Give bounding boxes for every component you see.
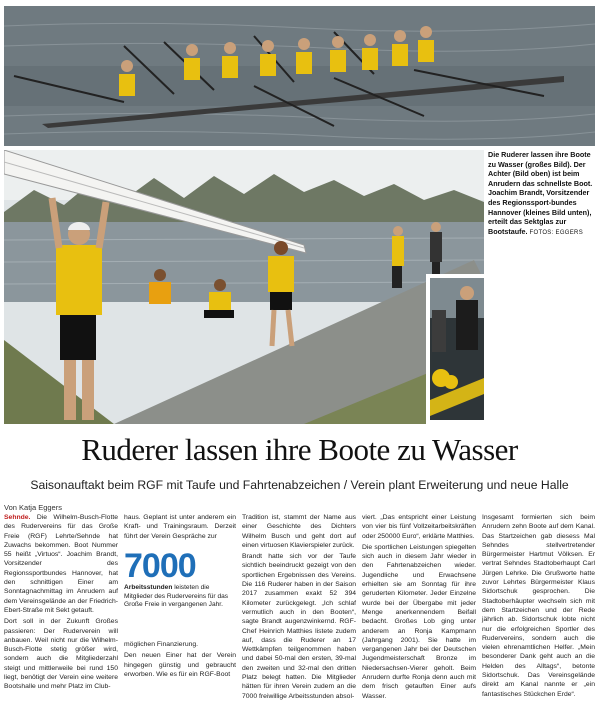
fact-box-body-text: leisteten die Mitglieder des Rudervereins für das Große Freie in vergangenen Jahr. bbox=[124, 584, 229, 609]
column-4-paragraph-2: Die sportlichen Leistungen spiegelten sich auch in diesem Jahr wieder in den Fahrtenabzeichen wieder. Jugendliche und Erwachsene erhielten sie am Sonntag für ihre geruderten Kilometer. Jeder Einzelne wurde bei der Übergabe mit jeder Menge anerkennendem Beifall bedacht. Großes Lob ging unter anderem an Ronja Kampmann (Jahrgang 2001). Sie hatte im vergangenen Jahr bei der Deutschen Jugendmeisterschaft Bronze im Niedersachsen-Vierer geholt. Beim Anrudern durfte Ronja denn auch mit dem frisch getauften Einer aufs Wasser. bbox=[362, 543, 476, 700]
photo-rowing-eight bbox=[4, 6, 595, 146]
article-column-2-lower bbox=[124, 640, 236, 681]
article-byline: Von Katja Eggers bbox=[4, 503, 62, 512]
column-3-paragraph-1: Tradition ist, stammt der Name aus einer Geschichte des Dichters Wilhelm Busch und geht dort auf einen virtuosen Klavierspieler zurück. bbox=[242, 514, 356, 549]
column-2-paragraph-3: Den neuen Einer hat der Verein hingegen günstig und gebraucht erworben. Wie es für ein RGF-Boot bbox=[124, 652, 236, 678]
column-3-paragraph-2: Brandt hatte sich vor der Taufe sichtlich beeindruckt gezeigt von den sportlichen Ergebnissen des Vereins. Die 116 Ruderer haben in der Saison 2017 zusammen exakt 52 394 Kilometer zurückgelegt. „Ich schlaf vermutlich auch in den Booten“, sagte Brandt augenzwinkernd. RGF-Chef Heinrich Matthies listete zudem auf, dass die Ruderer an 17 Wettkämpfen teilgenommen haben und dabei 50-mal den ersten, 39-mal den zweiten und 32-mal den dritten Platz belegt hatten. Die Mitglieder hätten für ihren Verein zudem an die 7000 freiwillige Arbeitsstunden absol- bbox=[242, 553, 356, 700]
fact-box-number: 7000 bbox=[124, 547, 196, 585]
fact-box-bold-text: Arbeitsstunden bbox=[124, 584, 173, 591]
column-5-paragraph-1: Insgesamt formierten sich beim Anrudern zehn Boote auf dem Kanal. Das Startzeichen gab diesess Mal Sehndes stellvertretender Bürgermeister Hartmut Völksen. Er vertrat Sehndes Stadtoberhaupt Carl Jürgen Lehrke. Die Grußworte hatte zuvor Lehrtes Bürgermeister Klaus Sidortschuk gesprochen. Die Stadtoberhäupter wechseln sich mit dem Startzeichen und der Rede jährlich ab. Sidortschuk lobte nicht nur die erfolgreichen Sportler des Rudervereins, sondern auch die vielen ehrenamtlichen Helfer. „Mein besonderer Dank geht auch an die Helden des Alltags“, betonte Sidortschuk. Das Vereinsgelände direkt am Kanal nannte er „ein fantastisches Stückchen Erde“. bbox=[482, 514, 595, 698]
dateline: Sehnde. bbox=[4, 514, 31, 521]
article-column-3 bbox=[242, 513, 356, 703]
article-headline: Ruderer lassen ihre Boote zu Wasser bbox=[81, 432, 518, 467]
photo-caption-text: Die Ruderer lassen ihre Boote zu Wasser (großes Bild). Der Achter (Bild oben) ist beim Anrudern das schnellste Boot. Joachim Brandt, Vorsitzender des Regionssport-bundes Hannover (kleines Bild unten), erteilt das Sektglas zur Bootstaufe. bbox=[488, 150, 593, 236]
article-column-2 bbox=[124, 513, 236, 543]
photo-boat-carrying bbox=[4, 150, 484, 424]
fact-box-text bbox=[124, 584, 232, 610]
column-1-paragraph-2: Dort soll in der Zukunft Großes passieren: Der Ruderverein will anbauen. Weil nicht nur die Wilhelm-Busch-Flotte stetig größer wird, sondern auch die Mitgliederzahl steigt und mittlerweile bei rund 150 liegt, benötigt der Verein eine weitere Bootshalle und mehr Platz im Club- bbox=[4, 618, 118, 691]
article-column-1 bbox=[4, 513, 118, 694]
article-column-5 bbox=[482, 513, 595, 701]
fact-box bbox=[124, 548, 232, 610]
column-2-paragraph-1: haus. Geplant ist unter anderem ein Kraft- und Trainingsraum. Derzeit führt der Verein Gespräche zur bbox=[124, 514, 236, 540]
article-column-4 bbox=[362, 513, 476, 703]
column-1-paragraph-1: Die Wilhelm-Busch-Flotte des Rudervereins für das Große Freie (RGF) Lehrte/Sehnde hat Zuwachs bekommen. Boot Nummer 55 heißt „Virtuos“. Joachim Brandt, Vorsitzender des Regionssportbundes Hannover, hat den schnittigen Einer am Sonntagnachmittag im Anrudern auf dem Vereinsgelände an der Friedrich-Ebert-Straße mit Sekt getauft. bbox=[4, 514, 118, 614]
column-2-paragraph-2: möglichen Finanzierung. bbox=[124, 641, 199, 648]
photo-credit: FOTOS: EGGERS bbox=[529, 229, 583, 236]
article-subheadline: Saisonauftakt beim RGF mit Taufe und Fahrtenabzeichen / Verein plant Erweiterung und neue Halle bbox=[30, 478, 569, 492]
photo-caption bbox=[488, 150, 596, 238]
column-4-paragraph-1: viert. „Das entspricht einer Leistung von vier bis fünf Vollzeitarbeitskräften oder 250000 Euro“, erklärte Matthies. bbox=[362, 514, 476, 540]
